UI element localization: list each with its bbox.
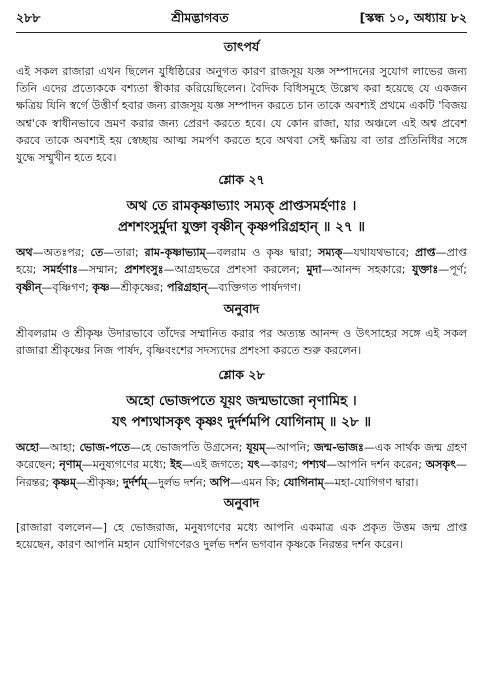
synonym-word: অপি: [209, 475, 230, 489]
synonym-meaning: অতঃপর;: [43, 246, 85, 260]
synonym-word: অহো: [16, 441, 39, 455]
synonym-word: বৃষ্ণীন্: [16, 280, 42, 294]
verse-28-line-2: যৎ পশ্যথাসকৃৎ কৃষ্ণং দুর্দর্শমপি যোগিনাম্ ॥ ২৮ ॥: [111, 414, 372, 431]
synonym-word: সমর্হণাঃ: [43, 263, 78, 277]
synonym-word: প্রাপ্ত: [415, 246, 436, 260]
purport-text: এই সকল রাজারা এখন ছিলেন যুধিষ্ঠিরের অনুগত কারণ রাজসূয় যজ্ঞ সম্পাদনের সুযোগ লাভের জন্য তিনি এদের প্রত্যেককে বশ্যতা স্বীকার করিয়েছিলেন। বৈদিক বিধিসমূহে উল্লেখ করা হয়েছে যে একজন ক্ষত্রিয় যিনি স্বর্গে উত্তীর্ণ হবার জন্য রাজসূয় যজ্ঞ সম্পাদন করতে চান তাকে অবশ্যই প্রথমে একটি 'বিজয় অশ্ব'কে স্বাধীনভাবে ভ্রমণ করার জন্য প্রেরণ করতে হবে। যে কোন রাজা, যার অঞ্চলে এই অশ্ব প্রবেশ করবে তাকে অবশ্যই হয় স্বেচ্ছায় আত্ম সমর্পণ করতে হবে অথবা সেই ক্ষত্রিয় বা তার প্রতিনিধির সঙ্গে যুদ্ধে সম্মুখীন হতে হবে।: [16, 65, 467, 165]
synonym-word: কৃষ্ণম্: [52, 475, 76, 489]
book-title: শ্রীমদ্ভাগবত: [171, 10, 229, 25]
synonym-meaning: এমন কি;: [240, 475, 281, 489]
synonym-word: যৎ: [247, 458, 260, 472]
synonym-meaning: বলরাম ও কৃষ্ণ দ্বারা;: [216, 246, 313, 260]
synonym-meaning: আপনি দর্শন করেন;: [337, 458, 422, 472]
synonym-word: পরিগ্রহান্: [166, 280, 208, 294]
verse-28-heading: শ্লোক ২৮: [218, 367, 265, 383]
synonym-word: অসকৃৎ: [425, 458, 457, 472]
verse-27-heading: শ্লোক ২৭: [218, 172, 265, 188]
running-header: [16, 10, 467, 30]
synonym-meaning: আগ্রহভরে প্রশংসা করলেন;: [174, 263, 300, 277]
verse-28-translation: [রাজারা বললেন—] হে ভোজরাজ, মনুষ্যগণের মধ্যে আপনি একমাত্র এক প্রকৃত উত্তম জন্ম প্রাপ্ত হয়েছেন, কারণ আপনি মহান যোগিগণেরও দুর্লভ দর্শন ভগবান কৃষ্ণকে নিরন্তর দর্শন করেন।: [16, 520, 467, 552]
synonym-word: অথ: [16, 246, 33, 260]
synonym-meaning: শ্রীকৃষ্ণ;: [86, 475, 120, 489]
synonym-meaning: পূর্ণ;: [449, 263, 468, 277]
synonym-word: পশ্যথ: [301, 458, 327, 472]
verse-28-synonyms: অহো—আহা; ভোজ-পতে—হে ভোজপতি উগ্রসেন; যূয়ম্—আপনি; জন্ম-ভাজঃ—এক সার্থক জন্ম গ্রহণ করেছেন; নৃণাম্—মনুষ্যগণের মধ্যে; ইহ—এই জগতে; যৎ—কারণ; পশ্যথ—আপনি দর্শন করেন; অসকৃৎ—নিরন্তর; কৃষ্ণম্—শ্রীকৃষ্ণ; দুর্দর্শম্—দুর্লভ দর্শন; অপি—এমন কি; যোগিনাম্—মহা-যোগিগণ দ্বারা।: [16, 441, 468, 489]
synonym-word: যোগিনাম্: [283, 475, 324, 489]
synonym-word: তে: [90, 246, 104, 260]
verse-27-line-2: প্রশশংসুর্মুদা যুক্তা বৃষ্ণীন্ কৃষ্ণপরিগ্রহান্ ॥ ২৭ ॥: [117, 219, 366, 236]
synonym-meaning: শ্রীকৃষ্ণের;: [120, 280, 164, 294]
header-rule: [16, 32, 467, 33]
synonym-word: যূয়ম্: [246, 441, 266, 455]
synonym-meaning: নিরন্তর;: [16, 475, 50, 489]
synonym-meaning: ব্যক্তিগত পার্ষদগণ।: [218, 280, 301, 294]
synonym-word: প্রশশংসুঃ: [124, 263, 164, 277]
synonym-word: জন্ম-ভাজঃ: [314, 441, 364, 455]
synonym-word: রাম-কৃষ্ণাভ্যাম্: [144, 246, 206, 260]
synonym-meaning: তারা;: [114, 246, 139, 260]
page: [16, 10, 467, 553]
synonym-meaning: আনন্দ সহকারে;: [332, 263, 406, 277]
verse-27-synonyms: অথ—অতঃপর; তে—তারা; রাম-কৃষ্ণাভ্যাম্—বলরাম ও কৃষ্ণ দ্বারা; সম্যক্—যথাযথভাবে; প্রাপ্ত—প্রাপ্ত হয়ে; সমর্হণাঃ—সম্মান; প্রশশংসুঃ—আগ্রহভরে প্রশংসা করলেন; মুদা—আনন্দ সহকারে; যুক্তাঃ—পূর্ণ; বৃষ্ণীন্—বৃষ্ণিগণ; কৃষ্ণ—শ্রীকৃষ্ণের; পরিগ্রহান্—ব্যক্তিগত পার্ষদগণ।: [16, 246, 468, 294]
synonym-word: কৃষ্ণ: [92, 280, 110, 294]
synonym-meaning: দুর্লভ দর্শন;: [158, 475, 207, 489]
synonym-meaning: এই জগতে;: [192, 458, 244, 472]
synonym-word: ভোজ-পতে: [79, 441, 130, 455]
synonym-word: দুর্দর্শম্: [122, 475, 148, 489]
verse-27-line-1: অথ তে রামকৃষ্ণাভ্যাং সম্যক্ প্রাপ্তসমর্হণাঃ ।: [126, 198, 357, 215]
synonym-meaning: বৃষ্ণিগণ;: [52, 280, 89, 294]
synonym-word: যুক্তাঃ: [412, 263, 439, 277]
synonym-meaning: আপনি;: [276, 441, 311, 455]
synonym-meaning: মহা-যোগিগণ দ্বারা।: [334, 475, 419, 489]
verse-28-line-1: অহো ভোজপতে যূয়ং জন্মভাজো নৃণামিহ ।: [126, 393, 357, 410]
synonym-meaning: কারণ;: [270, 458, 299, 472]
purport-heading: তাৎপর্য: [223, 39, 260, 54]
synonym-meaning: যথাযথভাবে;: [353, 246, 410, 260]
verse-27-translation-heading: অনুবাদ: [223, 300, 260, 316]
page-number: ২৮৮: [16, 10, 41, 25]
verse-28-translation-heading: অনুবাদ: [223, 494, 260, 510]
synonym-word: মুদা: [306, 263, 322, 277]
synonym-word: সম্যক্: [318, 246, 343, 260]
synonym-meaning: এক সার্থক জন্ম গ্রহণ করেছেন;: [16, 441, 468, 472]
synonym-meaning: আহা;: [49, 441, 76, 455]
verse-27-translation: শ্রীবলরাম ও শ্রীকৃষ্ণ উদারভাবে তাঁদের সম্মানিত করার পর অত্যন্ত আনন্দ ও উৎসাহের সঙ্গে এই সকল রাজারা শ্রীকৃষ্ণের নিজ পার্ষদ, বৃষ্ণিবংশের সদস্যদের প্রশংসা করতে শুরু করলেন।: [16, 326, 467, 358]
synonym-word: নৃণাম্: [59, 458, 82, 472]
synonym-meaning: হে ভোজপতি উগ্রসেন;: [140, 441, 243, 455]
synonym-word: ইহ: [170, 458, 182, 472]
canto-chapter: [স্কন্ধ ১০, অধ্যায় ৮২: [359, 10, 467, 25]
synonym-meaning: প্রাপ্ত হয়ে;: [16, 246, 468, 277]
synonym-meaning: সম্মান;: [88, 263, 118, 277]
synonym-meaning: মনুষ্যগণের মধ্যে;: [92, 458, 167, 472]
